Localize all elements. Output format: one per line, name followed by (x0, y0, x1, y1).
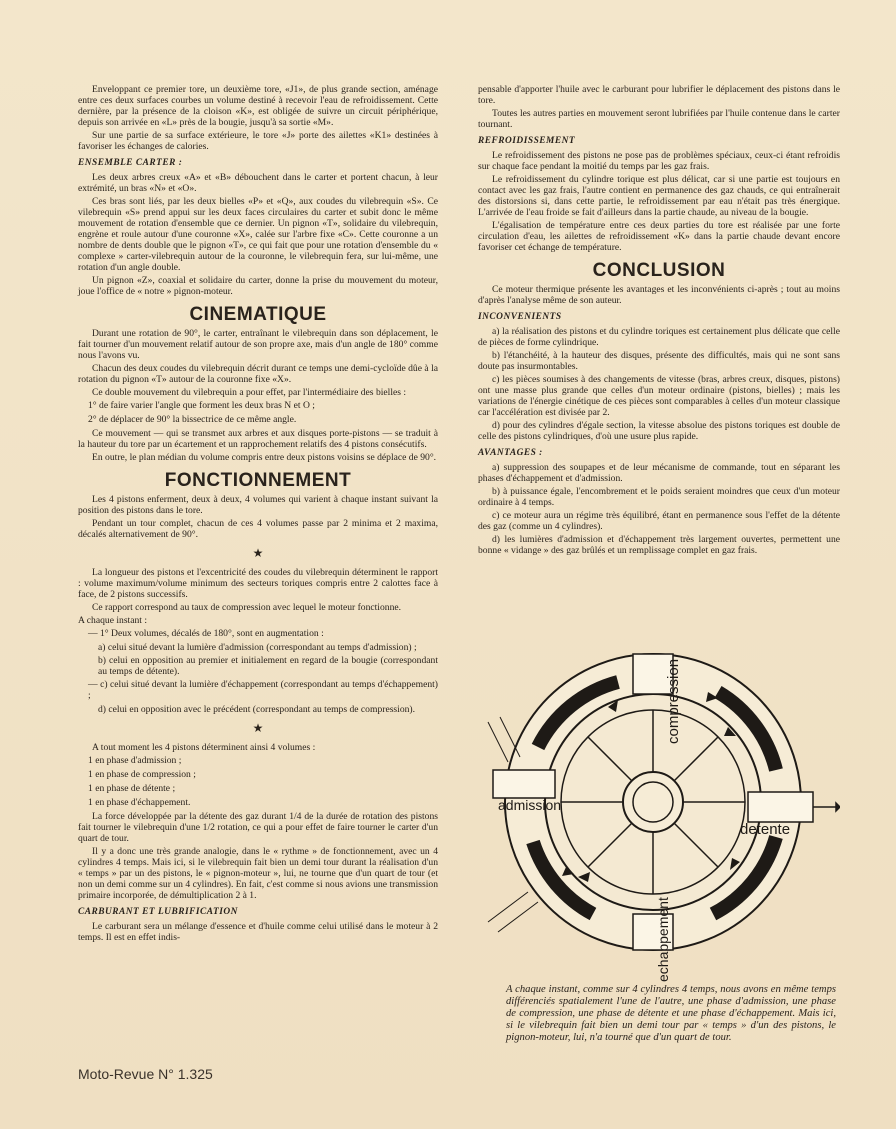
paragraph: L'égalisation de température entre ces deux parties du tore est réalisée par une forte circulation d'eau, les ailettes de refroidissement «K» dans la partie chaude devant encore favoriser cet échange de température. (478, 220, 840, 253)
paragraph: Ces bras sont liés, par les deux bielles «P» et «Q», aux coudes du vilebrequin «S». Ce vilebrequin «S» prend appui sur les deux faces circulaires du carter et subit donc le même mouvement de rotation d'ensemble que ce dernier. Un pignon «T», solidaire du vilebrequin, engrène et roule autour d'une couronne «X», calée sur l'arbre fixe «C». Cette couronne a un nombre de dents double que le pignon «T», ce qui fait que pour une rotation d'ensemble du « complexe » carter-vilebrequin autour de la couronne, le vilebrequin fera, sur lui-même, une rotation d'un angle double. (78, 196, 438, 273)
list-item: 1 en phase d'échappement. (88, 797, 191, 808)
paragraph: Toutes les autres parties en mouvement seront lubrifiées par l'huile contenue dans le carter tournant. (478, 108, 840, 130)
list-item: b) celui en opposition au premier et initialement en regard de la bougie (correspondant au temps de détente). (98, 655, 438, 677)
label-admission: admission (498, 797, 562, 813)
list-item: a) suppression des soupapes et de leur mécanisme de commande, tout en séparant les phases d'échappement et d'admission. (478, 462, 840, 484)
paragraph: Sur une partie de sa surface extérieure, le tore «J» porte des ailettes «K1» destinées à favoriser les échanges de calories. (78, 130, 438, 152)
paragraph: Les deux arbres creux «A» et «B» débouchent dans le carter et portent chacun, à leur extrémité, un bras «N» et «O». (78, 172, 438, 194)
paragraph: Les 4 pistons enferment, deux à deux, 4 volumes qui varient à chaque instant suivant la position des pistons dans le tore. (78, 494, 438, 516)
paragraph: Le carburant sera un mélange d'essence et d'huile comme celui utilisé dans le moteur à 2 temps. Il est en effet indis- (78, 921, 438, 943)
heading-conclusion: CONCLUSION (592, 260, 726, 281)
paragraph: Ce mouvement — qui se transmet aux arbres et aux disques porte-pistons — se traduit à la hauteur du tore par un écartement et un rapprochement relatifs des 4 pistons consécutifs. (78, 428, 438, 450)
paragraph: Enveloppant ce premier tore, un deuxième tore, «J1», de plus grande section, aménage entre ces deux surfaces courbes un volume destiné à recevoir l'eau de refroidissement. Cette dernière, par la présence de la cloison «K», est obligée de suivre un circuit périphérique, depuis son arrivée en «L» près de la bougie, jusqu'à sa sortie «M». (78, 84, 438, 128)
list-item: d) les lumières d'admission et d'échappement très largement ouvertes, permettent une bonne « vidange » des gaz brûlés et un remplissage complet en gaz frais. (478, 534, 840, 556)
paragraph: A chaque instant : (78, 615, 148, 626)
diagram-caption: A chaque instant, comme sur 4 cylindres 4 temps, nous avons en même temps différenciés spatialement l'une de l'autre, une phase d'admission, une phase de compression, une phase de détente et une phase d'échappement. Mais ici, si le vilebrequin fait bien un demi tour par « temps » d'un des pistons, le pignon-moteur, lui, n'a tourné que d'un quart de tour. (506, 984, 836, 1043)
list-item: a) la réalisation des pistons et du cylindre toriques est certainement plus délicate que celle de pièces de forme cylindrique. (478, 326, 840, 348)
heading-fonctionnement: FONCTIONNEMENT (164, 470, 352, 491)
paragraph: Chacun des deux coudes du vilebrequin décrit durant ce temps une demi-cycloïde dûe à la rotation du pignon «T» autour de la couronne fixe «X». (78, 363, 438, 385)
list-item: 1° de faire varier l'angle que forment les deux bras N et O ; (88, 400, 315, 411)
paragraph: La longueur des pistons et l'excentricité des coudes du vilebrequin déterminent le rapport : volume maximum/volume minimum des secteurs toriques compris entre 2 calottes face à face, de 2 pistons successifs. (78, 567, 438, 600)
paragraph: Pendant un tour complet, chacun de ces 4 volumes passe par 2 minima et 2 maxima, décalés alternativement de 90°. (78, 518, 438, 540)
list-item: — 1° Deux volumes, décalés de 180°, sont en augmentation : (88, 628, 324, 639)
paragraph: En outre, le plan médian du volume compris entre deux pistons voisins se déplace de 90°. (92, 452, 437, 463)
list-item: 1 en phase de détente ; (88, 783, 176, 794)
subheading-avantages: AVANTAGES : (478, 448, 543, 458)
paragraph: Le refroidissement du cylindre torique est plus délicat, car si une partie est toujours en contact avec les gaz frais, l'autre contient en permanence des gaz chauds, ce qui entraînerait des distorsions si, dans cette partie, le refroidissement par eau n'était pas très énergique. L'arrivée de l'eau froide se fait d'ailleurs dans la partie chaude, au niveau de la bougie. (478, 174, 840, 218)
list-item: d) celui en opposition avec le précédent (correspondant au temps de compression). (98, 704, 416, 715)
paragraph: Un pignon «Z», coaxial et solidaire du carter, donne la prise du mouvement du moteur, joue l'office de « notre » pignon-moteur. (78, 275, 438, 297)
star-divider: ★ (252, 721, 264, 735)
footer-issue: Moto-Revue N° 1.325 (78, 1066, 213, 1082)
heading-cinematique: CINEMATIQUE (189, 304, 327, 325)
list-item: — c) celui situé devant la lumière d'échappement (correspondant au temps d'échappement) ; (88, 679, 438, 701)
subheading-ensemble-carter: ENSEMBLE CARTER : (78, 158, 183, 168)
list-item: a) celui situé devant la lumière d'admission (correspondant au temps d'admission) ; (98, 642, 417, 653)
paragraph: La force développée par la détente des gaz durant 1/4 de la durée de rotation des pistons fait tourner le vilebrequin d'une 1/2 rotation, ce qui a pour effet de faire tourner le carter d'un quart de tour. (78, 811, 438, 844)
paragraph: Le refroidissement des pistons ne pose pas de problèmes spéciaux, ceux-ci étant refroidis sur chaque face pendant la moitié du temps par les gaz frais. (478, 150, 840, 172)
paragraph: Durant une rotation de 90°, le carter, entraînant le vilebrequin dans son déplacement, le fait tourner d'un mouvement relatif autour de son propre axe, mais d'un angle de 180° comme nous l'avons vu. (78, 328, 438, 361)
label-compression: compression (665, 658, 682, 744)
right-column (478, 84, 840, 558)
list-item: 1 en phase d'admission ; (88, 755, 182, 766)
paragraph: Ce double mouvement du vilebrequin a pour effet, par l'intermédiaire des bielles : (92, 387, 407, 398)
label-detente: detente (740, 821, 791, 838)
list-item: 1 en phase de compression ; (88, 769, 196, 780)
list-item: d) pour des cylindres d'égale section, la vitesse absolue des pistons toriques est double de celle des pistons cylindriques, d'où une usure plus rapide. (478, 420, 840, 442)
paragraph: pensable d'apporter l'huile avec le carburant pour lubrifier le déplacement des pistons dans le tore. (478, 84, 840, 106)
subheading-inconvenients: INCONVENIENTS (478, 312, 562, 322)
hub (623, 772, 683, 832)
paragraph: A tout moment les 4 pistons déterminent ainsi 4 volumes : (92, 742, 316, 753)
list-item: c) ce moteur aura un régime très équilibré, étant en permanence sous l'effet de la détente des gaz (comme un 4 cylindres). (478, 510, 840, 532)
list-item: 2° de déplacer de 90° la bissectrice de ce même angle. (88, 414, 297, 425)
subheading-refroidissement: REFROIDISSEMENT (478, 136, 576, 146)
paragraph: Ce rapport correspond au taux de compression avec lequel le moteur fonctionne. (92, 602, 402, 613)
star-divider: ★ (252, 546, 264, 560)
paragraph: Ce moteur thermique présente les avantages et les inconvénients ci-après ; tout au moins d'après l'analyse même de son auteur. (478, 284, 840, 306)
list-item: b) l'étanchéité, à la hauteur des disques, présente des difficultés, mais qui ne sont sans doute pas insurmontables. (478, 350, 840, 372)
left-column (78, 84, 438, 945)
list-item: b) à puissance égale, l'encombrement et le poids seraient moindres que ceux d'un moteur ordinaire à 4 temps. (478, 486, 840, 508)
paragraph: Il y a donc une très grande analogie, dans le « rythme » de fonctionnement, avec un 4 cylindres 4 temps. Mais ici, si le vilebrequin fait bien un demi tour durant la réalisation d'un « temps » par un des pistons, le « pignon-moteur », lui, ne tourne que d'un quart de tour (et non un demi comme sur un 4 cylindres). En fait, c'est comme si nous avions une transmission primaire incorporée, de démultiplication 2 à 1. (78, 846, 438, 901)
subheading-carburant: CARBURANT ET LUBRIFICATION (78, 907, 238, 917)
engine-phase-diagram (478, 652, 840, 982)
spark-plug-icon (813, 803, 840, 811)
list-item: c) les pièces soumises à des changements de vitesse (bras, arbres creux, disques, pistons) ont une masse plus grande que celles d'un moteur ordinaire (pistons, bielles) ; mais les variations de l'énergie cinétique de ces pièces sont comparables à celles d'un moteur classique car l'accélération est divisée par 2. (478, 374, 840, 418)
label-echappement: echappement (655, 897, 671, 982)
